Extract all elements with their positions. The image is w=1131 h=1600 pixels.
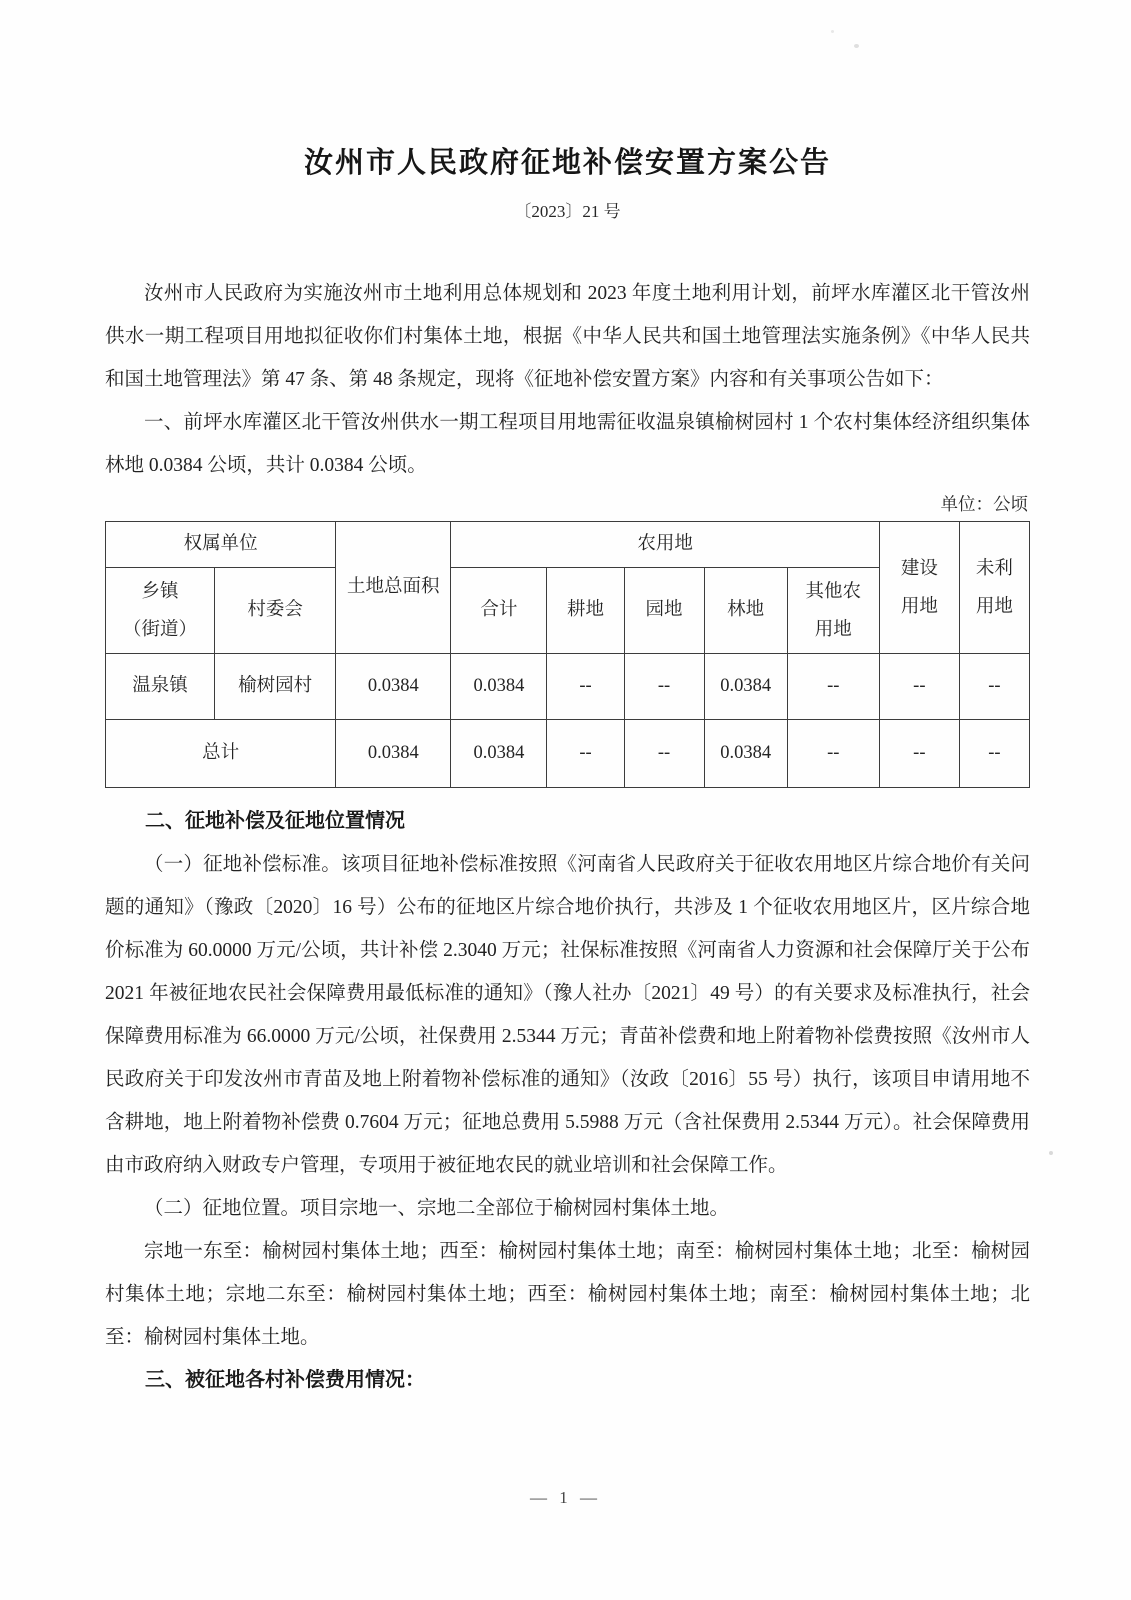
header-unused-land <box>959 522 1029 654</box>
document-body <box>105 272 1030 487</box>
document-number: 〔2023〕21 号 <box>514 202 621 221</box>
total-unused: -- <box>959 720 1029 788</box>
table-unit-note: 单位：公顷 <box>940 494 1028 514</box>
header-total-area: 土地总面积 <box>336 522 451 654</box>
total-agri-subtotal: 0.0384 <box>451 720 547 788</box>
total-label: 总计 <box>106 720 336 788</box>
location-paragraph: （二）征地位置。项目宗地一、宗地二全部位于榆树园村集体土地。 <box>144 1198 730 1219</box>
page-number: — 1 — <box>530 1488 601 1507</box>
header-construction-line1: 建设 <box>900 558 938 579</box>
boundaries-paragraph: 宗地一东至：榆树园村集体土地；西至：榆树园村集体土地；南至：榆树园村集体土地；北至：榆树园村集体土地；宗地二东至：榆树园村集体土地；西至：榆树园村集体土地；南至：榆树园村集体土地；北至：榆树园村集体土地。 <box>105 1241 1030 1348</box>
header-township-line2: （街道） <box>123 619 198 640</box>
section2-heading: 二、征地补偿及征地位置情况 <box>145 810 405 832</box>
cell-agri-subtotal: 0.0384 <box>451 654 547 720</box>
header-other-agri-line2: 用地 <box>814 619 852 640</box>
header-other-agri-line1: 其他农 <box>805 581 861 602</box>
cell-construction: -- <box>879 654 959 720</box>
header-other-agricultural <box>787 568 879 654</box>
total-total-area: 0.0384 <box>336 720 451 788</box>
cell-township: 温泉镇 <box>106 654 215 720</box>
scan-speck <box>831 30 834 33</box>
cell-total-area: 0.0384 <box>336 654 451 720</box>
header-construction-line2: 用地 <box>900 596 938 617</box>
section2-body <box>105 843 1030 1359</box>
header-construction-land <box>879 522 959 654</box>
header-village: 村委会 <box>215 568 336 654</box>
compensation-standard-paragraph: （一）征地补偿标准。该项目征地补偿标准按照《河南省人民政府关于征收农用地区片综合地价有关问题的通知》（豫政〔2020〕16 号）公布的征地区片综合地价执行，共涉及 1 个征收农用地区片，区片综合地价标准为 60.0000 万元/公顷，共计补偿 2.3040 万元；社保标准按照《河南省人力资源和社会保障厅关于公布 2021 年被征地农民社会保障费用最低标准的通知》（豫人社办〔2021〕49 号）的有关要求及标准执行，社会保障费用标准为 66.0000 万元/公顷，社保费用 2.5344 万元；青苗补偿费和地上附着物补偿费按照《汝州市人民政府关于印发汝州市青苗及地上附着物补偿标准的通知》（汝政〔2016〕55 号）执行，该项目申请用地不含耕地，地上附着物补偿费 0.7604 万元；征地总费用 5.5988 万元（含社保费用 2.5344 万元）。社会保障费用由市政府纳入财政专户管理，专项用于被征地农民的就业培训和社会保障工作。 <box>105 854 1030 1176</box>
header-garden: 园地 <box>624 568 704 654</box>
header-township-line1: 乡镇 <box>141 581 179 602</box>
header-forest: 林地 <box>704 568 787 654</box>
document-title: 汝州市人民政府征地补偿安置方案公告 <box>303 147 831 179</box>
intro-paragraph: 汝州市人民政府为实施汝州市土地利用总体规划和 2023 年度土地利用计划，前坪水库灌区北干管汝州供水一期工程项目用地拟征收你们村集体土地，根据《中华人民共和国土地管理法实施条例》《中华人民共和国土地管理法》第 47 条、第 48 条规定，现将《征地补偿安置方案》内容和有关事项公告如下： <box>105 283 1030 390</box>
land-area-table <box>105 521 1030 788</box>
header-unused-line1: 未利 <box>975 558 1013 579</box>
table-total-row <box>106 720 1030 788</box>
total-other-agri: -- <box>787 720 879 788</box>
header-agricultural-land: 农用地 <box>451 522 879 568</box>
section3-heading: 三、被征地各村补偿费用情况： <box>145 1369 425 1391</box>
total-construction: -- <box>879 720 959 788</box>
cell-forest: 0.0384 <box>704 654 787 720</box>
header-subtotal: 合计 <box>451 568 547 654</box>
total-forest: 0.0384 <box>704 720 787 788</box>
cell-garden: -- <box>624 654 704 720</box>
scan-speck <box>854 44 859 48</box>
header-ownership-unit: 权属单位 <box>106 522 336 568</box>
total-cultivated: -- <box>547 720 624 788</box>
scan-speck <box>1049 1151 1053 1155</box>
total-garden: -- <box>624 720 704 788</box>
cell-village: 榆树园村 <box>215 654 336 720</box>
cell-other-agri: -- <box>787 654 879 720</box>
cell-unused: -- <box>959 654 1029 720</box>
table-row <box>106 654 1030 720</box>
header-township <box>106 568 215 654</box>
header-cultivated: 耕地 <box>547 568 624 654</box>
section1-paragraph: 一、前坪水库灌区北干管汝州供水一期工程项目用地需征收温泉镇榆树园村 1 个农村集体经济组织集体林地 0.0384 公顷，共计 0.0384 公顷。 <box>105 412 1030 476</box>
cell-cultivated: -- <box>547 654 624 720</box>
header-unused-line2: 用地 <box>975 596 1013 617</box>
